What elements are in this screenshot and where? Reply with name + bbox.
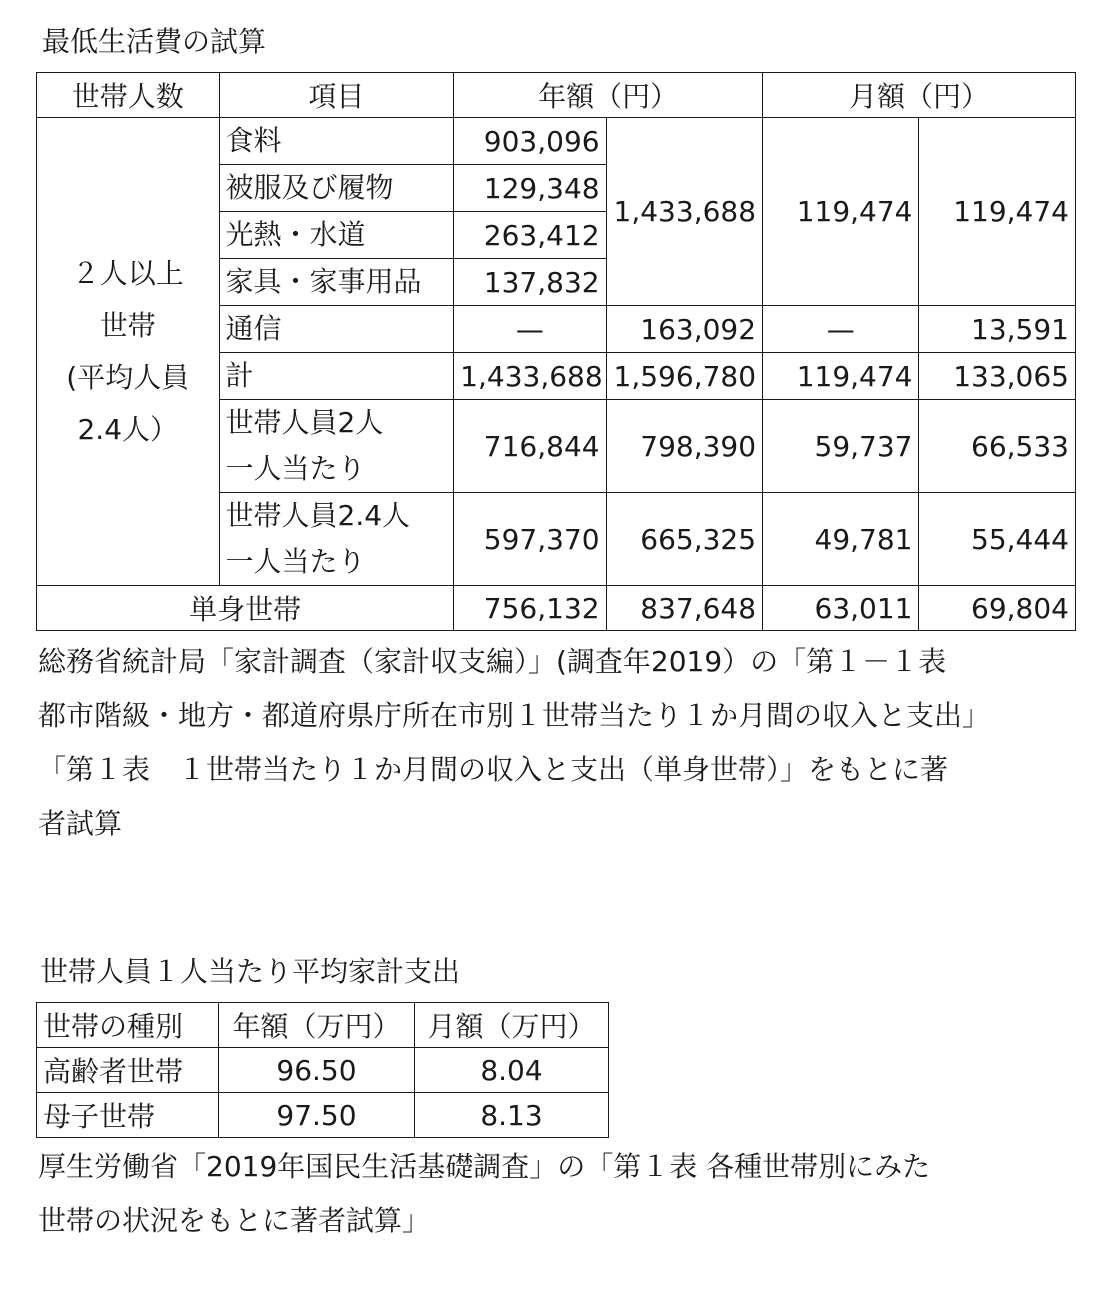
note-line: 者試算 [38,807,123,840]
header-annual: 年額（円） [454,73,763,118]
per2-annual: 716,844 [454,400,606,493]
row-type: 母子世帯 [37,1093,219,1138]
item-per-person-2-4 [219,493,454,586]
household-line: 2.4人） [77,412,179,446]
comm-annual: — [454,306,606,353]
per24-annual: 597,370 [454,493,606,586]
table1-title: 最低生活費の試算 [42,25,267,58]
table2-title: 世帯人員１人当たり平均家計支出 [40,955,461,988]
per24-label-line: 一人当たり [225,545,366,578]
item-per-person-2 [219,400,454,493]
total-monthly: 119,474 [763,353,919,400]
note-line: 世帯の状況をもとに著者試算」 [38,1204,431,1237]
per2-annual2: 798,390 [606,400,762,493]
table2-header-row [37,1003,609,1048]
single-monthly2: 69,804 [919,586,1076,631]
item-total: 計 [219,353,454,400]
per24-monthly: 49,781 [763,493,919,586]
single-monthly: 63,011 [763,586,919,631]
group-total-monthly2: 119,474 [919,118,1076,306]
comm-monthly: — [763,306,919,353]
single-annual2: 837,648 [606,586,762,631]
comm-annual2: 163,092 [606,306,762,353]
table-row [37,1093,609,1138]
per2-monthly: 59,737 [763,400,919,493]
row-monthly: 8.04 [415,1048,609,1093]
single-household-label: 単身世帯 [37,586,454,631]
table1-source-note [38,635,990,851]
single-annual: 756,132 [454,586,606,631]
furniture-annual: 137,832 [454,259,606,306]
clothing-annual: 129,348 [454,165,606,212]
per2-label-line: 世帯人員2人 [225,406,384,439]
food-annual: 903,096 [454,118,606,165]
header-monthly-man-yen: 月額（万円） [415,1003,609,1048]
table-row [37,586,1076,631]
per24-label-line: 世帯人員2.4人 [225,499,411,532]
household-cell [37,118,220,586]
household-line: (平均人員 [66,360,190,394]
header-item: 項目 [219,73,454,118]
household-line: 世帯 [99,308,156,342]
per24-monthly2: 55,444 [919,493,1076,586]
minimum-living-cost-table [36,72,1076,631]
header-household-size: 世帯人数 [37,73,220,118]
total-annual: 1,433,688 [454,353,606,400]
item-communication: 通信 [219,306,454,353]
note-line: 都市階級・地方・都道府県庁所在市別１世帯当たり１か月間の収入と支出」 [38,699,991,732]
table1-header-row [37,73,1076,118]
group-total-annual: 1,433,688 [606,118,762,306]
row-annual: 96.50 [219,1048,415,1093]
utilities-annual: 263,412 [454,212,606,259]
header-monthly: 月額（円） [763,73,1076,118]
item-food: 食料 [219,118,454,165]
total-annual2: 1,596,780 [606,353,762,400]
per24-annual2: 665,325 [606,493,762,586]
total-monthly2: 133,065 [919,353,1076,400]
row-annual: 97.50 [219,1093,415,1138]
per2-monthly2: 66,533 [919,400,1076,493]
item-utilities: 光熱・水道 [219,212,454,259]
note-line: 総務省統計局「家計調査（家計収支編）」(調査年2019）の「第１－１表 [38,645,947,678]
group-total-monthly: 119,474 [763,118,919,306]
table-row [37,118,1076,165]
household-line: ２人以上 [71,256,184,290]
row-monthly: 8.13 [415,1093,609,1138]
header-household-type: 世帯の種別 [37,1003,219,1048]
note-line: 厚生労働省「2019年国民生活基礎調査」の「第１表 各種世帯別にみた [38,1150,931,1183]
note-line: 「第１表 １世帯当たり１か月間の収入と支出（単身世帯）」をもとに著 [38,753,949,786]
table2-source-note [38,1140,930,1248]
per2-label-line: 一人当たり [225,452,366,485]
per-person-expenditure-table [36,1002,609,1138]
table-row [37,1048,609,1093]
item-clothing: 被服及び履物 [219,165,454,212]
header-annual-man-yen: 年額（万円） [219,1003,415,1048]
item-furniture: 家具・家事用品 [219,259,454,306]
row-type: 高齢者世帯 [37,1048,219,1093]
comm-monthly2: 13,591 [919,306,1076,353]
